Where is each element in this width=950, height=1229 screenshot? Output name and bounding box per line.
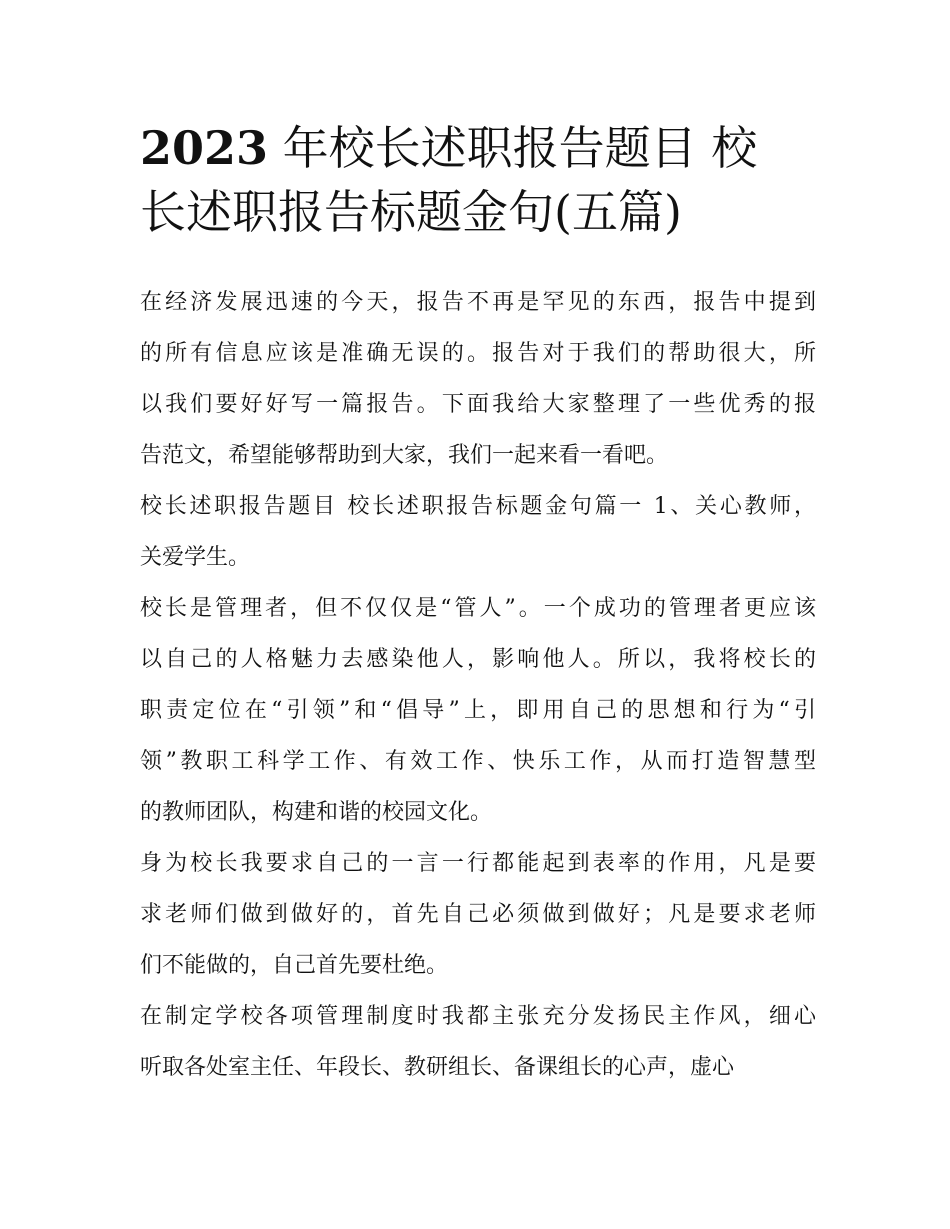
paragraph-line: 校长是管理者，但不仅仅是“管人”。一个成功的管理者更应该 (140, 596, 816, 621)
paragraph (140, 481, 816, 583)
paragraph-line: 身为校长我要求自己的一言一行都能起到表率的作用，凡是要 (140, 851, 816, 876)
paragraph-line: 告范文，希望能够帮助到大家，我们一起来看一看吧。 (140, 443, 669, 468)
document-body (140, 277, 816, 1093)
paragraph-line: 在制定学校各项管理制度时我都主张充分发扬民主作风，细心 (140, 1004, 816, 1029)
paragraph (140, 991, 816, 1093)
title-line-2: 长述职报告标题金句(五篇) (140, 185, 682, 239)
document-title (140, 116, 820, 244)
title-year: 2023 (140, 121, 269, 175)
paragraph-line: 以自己的人格魅力去感染他人，影响他人。所以，我将校长的 (140, 647, 816, 672)
paragraph (140, 838, 816, 991)
paragraph-line: 的所有信息应该是准确无误的。报告对于我们的帮助很大，所 (140, 341, 816, 366)
paragraph-line: 求老师们做到做好的，首先自己必须做到做好；凡是要求老师 (140, 902, 816, 927)
paragraph-line: 职责定位在“引领”和“倡导”上，即用自己的思想和行为“引 (140, 698, 816, 723)
paragraph-line: 校长述职报告题目 校长述职报告标题金句篇一 1、关心教师， (140, 494, 816, 519)
paragraph-line: 的教师团队，构建和谐的校园文化。 (140, 800, 493, 825)
paragraph (140, 277, 816, 481)
title-line-1 (140, 116, 820, 180)
paragraph-line: 关爱学生。 (140, 545, 251, 570)
paragraph-line: 在经济发展迅速的今天，报告不再是罕见的东西，报告中提到 (140, 290, 816, 315)
paragraph-line: 领”教职工科学工作、有效工作、快乐工作，从而打造智慧型 (140, 749, 816, 774)
paragraph-line: 们不能做的，自己首先要杜绝。 (140, 953, 449, 978)
title-line-1-text: 年校长述职报告题目 校 (282, 121, 758, 175)
paragraph (140, 583, 816, 838)
paragraph-line: 以我们要好好写一篇报告。下面我给大家整理了一些优秀的报 (140, 392, 816, 417)
paragraph-line: 听取各处室主任、年段长、教研组长、备课组长的心声，虚心 (140, 1055, 735, 1080)
